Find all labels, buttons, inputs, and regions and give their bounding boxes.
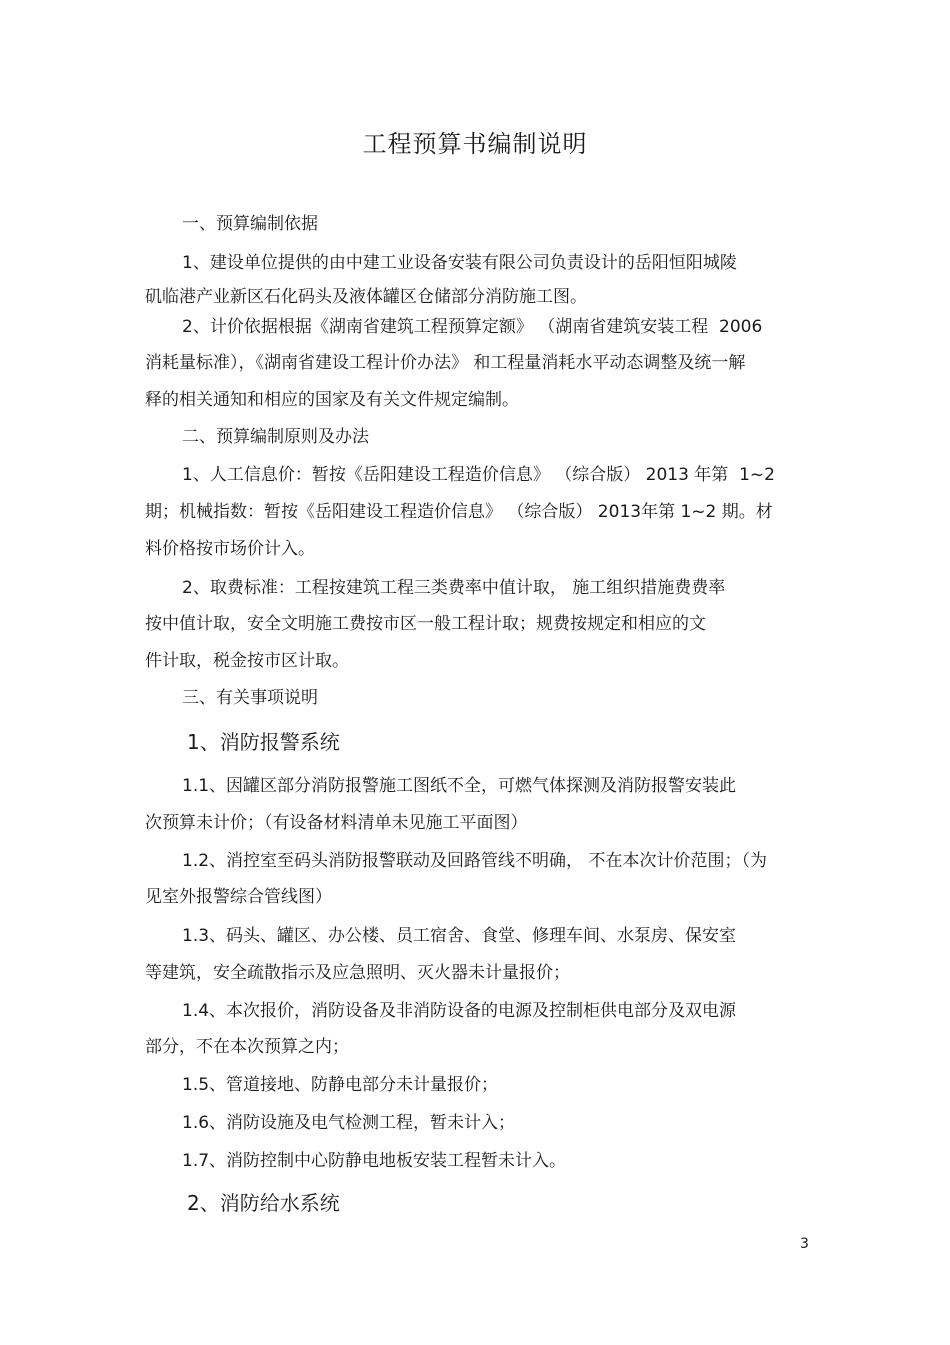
paragraph-line: 1.5、管道接地、防静电部分未计量报价； bbox=[182, 1075, 499, 1095]
paragraph-line: 1.2、消控室至码头消防报警联动及回路管线不明确， 不在本次计价范围；（为 bbox=[182, 851, 767, 871]
section-heading: 一、预算编制依据 bbox=[182, 214, 318, 234]
section-heading: 三、有关事项说明 bbox=[182, 688, 318, 708]
subsection-heading: 2、消防给水系统 bbox=[187, 1191, 340, 1215]
paragraph-line: 1、建设单位提供的由中建工业设备安装有限公司负责设计的岳阳恒阳城陵 bbox=[182, 253, 737, 273]
paragraph-line: 料价格按市场价计入。 bbox=[145, 539, 315, 559]
paragraph-line: 按中值计取，安全文明施工费按市区一般工程计取；规费按规定和相应的文 bbox=[145, 614, 706, 634]
paragraph-line: 等建筑，安全疏散指示及应急照明、灭火器未计量报价； bbox=[145, 963, 570, 983]
document-title: 工程预算书编制说明 bbox=[362, 130, 588, 158]
page-number: 3 bbox=[800, 1236, 809, 1252]
paragraph-line: 1、人工信息价：暂按《岳阳建设工程造价信息》 （综合版） 2013 年第 1~2 bbox=[182, 465, 775, 485]
paragraph-line: 1.7、消防控制中心防静电地板安装工程暂未计入。 bbox=[182, 1151, 567, 1171]
paragraph-line: 1.4、本次报价，消防设备及非消防设备的电源及控制柜供电部分及双电源 bbox=[182, 1001, 737, 1021]
paragraph-line: 2、计价依据根据《湖南省建筑工程预算定额》 （湖南省建筑安装工程 2006 bbox=[182, 317, 763, 337]
paragraph-line: 期；机械指数：暂按《岳阳建设工程造价信息》 （综合版） 2013年第 1~2 期。材 bbox=[145, 502, 773, 522]
paragraph-line: 见室外报警综合管线图） bbox=[145, 887, 332, 907]
paragraph-line: 件计取，税金按市区计取。 bbox=[145, 651, 349, 671]
subsection-heading: 1、消防报警系统 bbox=[187, 730, 340, 754]
paragraph-line: 1.1、因罐区部分消防报警施工图纸不全，可燃气体探测及消防报警安装此 bbox=[182, 776, 737, 796]
section-heading: 二、预算编制原则及办法 bbox=[182, 427, 369, 447]
paragraph-line: 1.6、消防设施及电气检测工程，暂未计入； bbox=[182, 1113, 516, 1133]
paragraph-line: 消耗量标准），《湖南省建设工程计价办法》 和工程量消耗水平动态调整及统一解 bbox=[145, 353, 746, 373]
paragraph-line: 1.3、码头、罐区、办公楼、员工宿舍、食堂、修理车间、水泵房、保安室 bbox=[182, 926, 737, 946]
paragraph-line: 次预算未计价；（有设备材料清单未见施工平面图） bbox=[145, 813, 528, 833]
paragraph-line: 2、取费标准：工程按建筑工程三类费率中值计取， 施工组织措施费费率 bbox=[182, 578, 726, 598]
paragraph-line: 释的相关通知和相应的国家及有关文件规定编制。 bbox=[145, 390, 519, 410]
paragraph-line: 部分，不在本次预算之内； bbox=[145, 1037, 349, 1057]
paragraph-line: 矶临港产业新区石化码头及液体罐区仓储部分消防施工图。 bbox=[145, 287, 587, 307]
